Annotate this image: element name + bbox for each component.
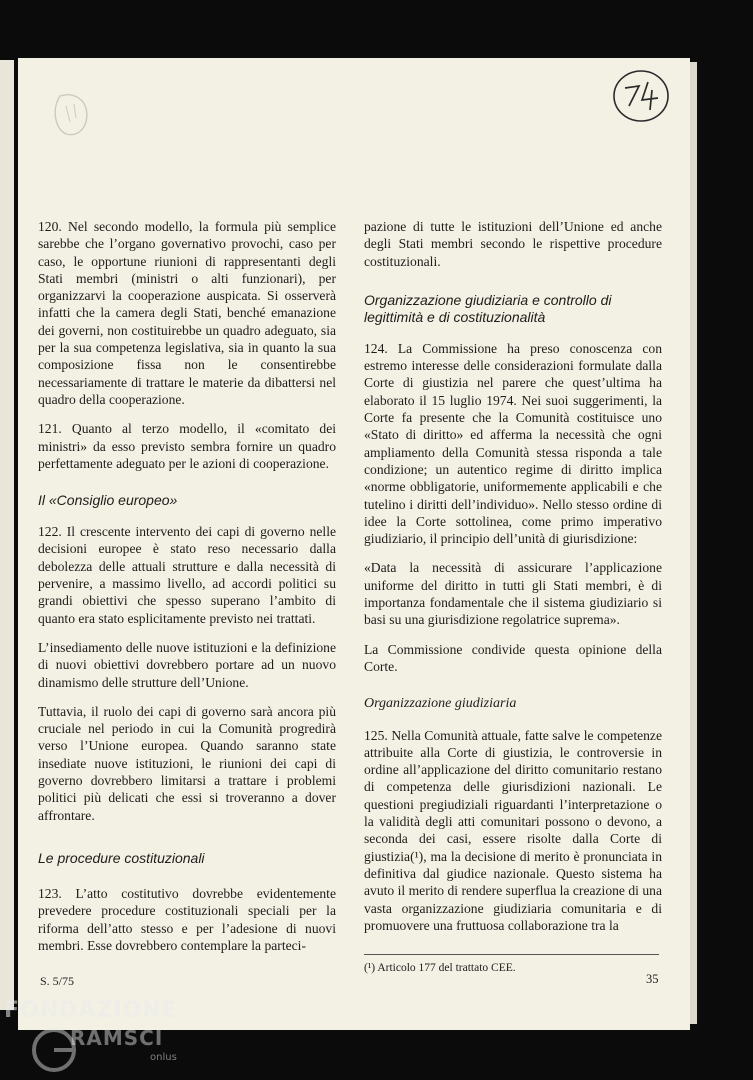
- watermark-line-2: RAMSCI: [70, 1026, 164, 1050]
- watermark-line-3: onlus: [150, 1052, 177, 1063]
- heading-consiglio-europeo: Il «Consiglio europeo»: [38, 492, 178, 509]
- paragraph-125-part-a: 125. Nella Comunità attuale, fatte salve le competenze attribuite alla Corte di giustizia, le controversie in ordine all’applicazione del diritto comunitario restano di competenza delle giurisdizioni nazionali. Le questioni pregiudiziali riguardanti l’interpretazione o la validità degli atti comunitari possono o devono, a seconda dei casi, essere risolte dalla Corte di giustizia: [364, 727, 662, 864]
- footer-page-number: 35: [646, 972, 659, 986]
- paragraph-121: 121. Quanto al terzo modello, il «comitato dei ministri» da esso previsto sembra fornire un quadro perfettamente adeguato per le azioni di cooperazione.: [38, 421, 336, 471]
- paragraph-120: 120. Nel secondo modello, la formula più semplice sarebbe che l’organo governativo provochi, caso per caso, le opportune riunioni di rappresentanti degli Stati membri (ministri o alti funzionari), per organizzarvi la cooperazione auspicata. Si osserverà infatti che la camera degli Stati, benché emanazione dei governi, non costituirebbe un quadro adeguato, sia per la sua competenza legislativa, sia in quanto la sua composizione fissa non le consentirebbe necessariamente di trattare le materie da dibattersi nel quadro della cooperazione.: [38, 219, 336, 407]
- handwritten-page-number: [612, 68, 670, 124]
- previous-page-edge: [0, 60, 14, 1010]
- document-page: [18, 58, 690, 1030]
- paragraph-122-b: L’insediamento delle nuove istituzioni e la definizione di nuovi obiettivi dovrebbero portare ad un nuovo dinamismo delle strutture dell’Unione.: [38, 639, 336, 690]
- heading-procedure-costituzionali: Le procedure costituzionali: [38, 849, 205, 866]
- watermark-line-1: FONDAZIONE: [4, 998, 178, 1023]
- paragraph-124-b: La Commissione condivide questa opinione della Corte.: [364, 641, 662, 674]
- left-column: [38, 218, 336, 966]
- paragraph-122-c: Tuttavia, il ruolo dei capi di governo sarà ancora più cruciale nel periodo in cui la Comunità progredirà verso l’Unione europea. Quando saranno state insediate nuove istituzioni, le riunioni dei capi di governo dovrebbero limitarsi a trattare i problemi politici più delicati che essi si troveranno a dover affrontare.: [38, 703, 336, 823]
- footer-document-code: S. 5/75: [40, 974, 75, 988]
- paragraph-124: 124. La Commissione ha preso conoscenza con estremo interesse delle considerazioni formulate dalla Corte di giustizia nel parere che quest’ultima ha elaborato il 15 luglio 1974. Nei suoi suggerimenti, la Corte fa presente che la Comunità costituisce uno «Stato di diritto» ed afferma la necessità che ogni ampliamento della Comunità stessa risponda a tale condizione; un autentico regime di diritto implica «norme obbligatorie, uniformemente applicabili e che tutelino i diritti dell’individuo». Nello stesso ordine di idee la Corte sottolinea, come primo imperativo giudiziario, il principio dell’unità di giurisdizione:: [364, 340, 662, 547]
- faint-stamp-mark: [50, 88, 92, 140]
- footnote-reference: (¹): [410, 848, 424, 864]
- quote-corte: «Data la necessità di assicurare l’applicazione uniforme del diritto in tutti gli Stati membri, è di importanza fondamentale che il sistema giudiziario si basi su una giurisdizione regolatrice suprema».: [364, 560, 662, 628]
- paragraph-125-part-b: , ma la decisione di merito è pronunciata in definitiva dal giudice nazionale. Questo sistema ha avuto il merito di rendere superflua la creazione di una vasta organizzazione giudiziaria comunitaria e di promuovere una fruttuosa collaborazione tra la: [364, 848, 662, 933]
- page-stack-edge: [690, 62, 697, 1024]
- footnote-1: (¹) Articolo 177 del trattato CEE.: [364, 962, 516, 975]
- footnote-divider: [364, 954, 659, 955]
- right-column: [364, 218, 662, 987]
- heading-organizzazione-controllo: Organizzazione giudiziaria e controllo di legittimità e di costituzionalità: [364, 291, 612, 325]
- paragraph-122: 122. Il crescente intervento dei capi di governo nelle decisioni europee è stato reso necessario dalla debolezza delle attuali strutture e dalla necessità di pervenire, a massimo livello, ad accordi politici su grandi obiettivi che spesso superano l’ambito di quanto era stato esplicitamente previsto nei trattati.: [38, 524, 336, 626]
- heading-organizzazione-giudiziaria: Organizzazione giudiziaria: [364, 696, 517, 712]
- paragraph-123-continued: pazione di tutte le istituzioni dell’Unione ed anche degli Stati membri secondo le rispettive procedure costituzionali.: [364, 219, 662, 269]
- paragraph-123: 123. L’atto costitutivo dovrebbe evidentemente prevedere procedure costituzionali speciali per la riforma dell’atto stesso e per l’adesione di nuovi membri. Esse dovrebbero contemplare la parteci-: [38, 885, 336, 953]
- paragraph-125: [364, 727, 662, 935]
